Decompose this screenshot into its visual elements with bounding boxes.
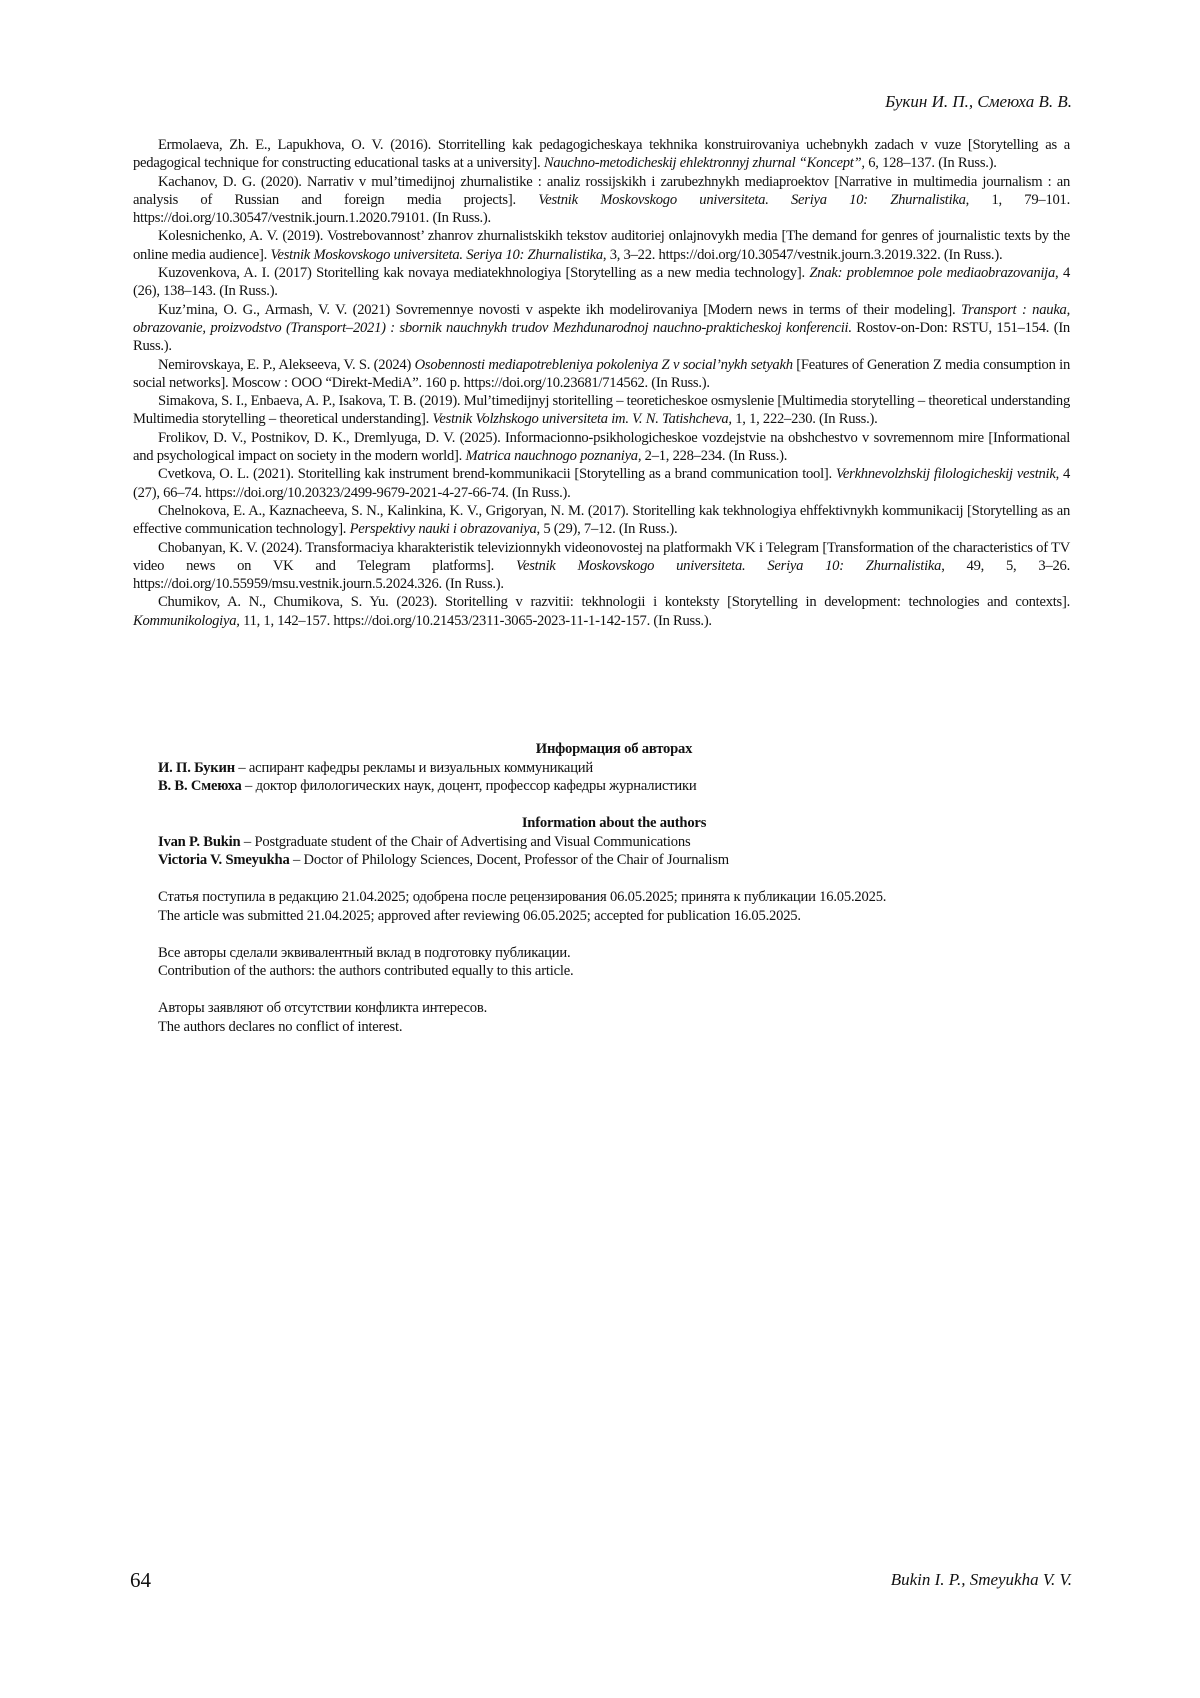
author-desc: – аспирант кафедры рекламы и визуальных коммуникаций [234,759,594,776]
reference-item [133,356,1070,393]
reference-text: Kuzovenkova, A. I. (2017) Storitelling kak novaya mediatekhnologiya [Storytelling as a new media technology]. [158,265,810,282]
reference-text: Kolesnichenko, A. V. (2019). Vostrebovannost’ zhanrov zhurnalistskikh tekstov auditoriej onlajnovykh media [The demand for genres of journalistic texts by the online media audience]. [133,228,1070,263]
reference-source: Matrica nauchnogo poznaniya, [465,448,642,465]
reference-source: Vestnik Moskovskogo universiteta. Seriya 10: Zhurnalistika [515,557,942,574]
reference-list [133,136,1070,630]
author-desc: – Doctor of Philology Sciences, Docent, Professor of the Chair of Journalism [289,852,729,868]
reference-text: , 1, 79–101. https://doi.org/10.30547/vestnik.journ.1.2020.79101. (In Russ.). [133,191,1070,227]
reference-source: Vestnik Volzhskogo universiteta im. V. N. Tatishcheva, [432,411,732,428]
authors-en-heading: Information about the authors [521,815,707,831]
reference-source: Verkhnevolzhskij filologicheskij vestnik [835,466,1056,483]
reference-text: Cvetkova, O. L. (2021). Storitelling kak instrument brend-kommunikacii [Storytelling as a brand communication tool]. [158,466,836,483]
reference-item [133,136,1070,173]
reference-item [133,429,1070,466]
reference-source: Vestnik Moskovskogo universiteta. Seriya 10: Zhurnalistika [538,191,966,208]
reference-text: Nemirovskaya, E. P., Alekseeva, V. S. (2024) [158,356,415,373]
author-desc: – Postgraduate student of the Chair of Advertising and Visual Communications [240,833,691,850]
running-header: Букин И. П., Смеюха В. В. [885,92,1072,111]
author-ru-item [158,759,1070,778]
reference-source: Osobennosti mediapotrebleniya pokoleniya Z v social’nykh setyakh [414,356,793,373]
reference-item [133,264,1070,301]
author-info-section [158,740,1070,1036]
reference-text: 6, 128–137. (In Russ.). [864,155,997,172]
reference-source: Kommunikologiya, [133,612,240,629]
conflict-ru: Авторы заявляют об отсутствии конфликта интересов. [158,1000,488,1016]
reference-item [133,301,1070,356]
reference-text: Simakova, S. I., Enbaeva, A. P., Isakova, T. B. (2019). Mul’timedijnyj storitelling – teoreticheskoe osmyslenie [Multimedia storytelling – theoretical understanding Multimedia storytelling – theoretical understanding]. [133,393,1070,428]
authors-ru-heading: Информация об авторах [535,741,693,757]
reference-source: Vestnik Moskovskogo universiteta. Seriya 10: Zhurnalistika [270,246,603,263]
reference-text: Kachanov, D. G. (2020). Narrativ v mul’timedijnoj zhurnalistike : analiz rossijskikh i zarubezhnykh mediaproektov [Narrative in multimedia journalism : an analysis of Russian and foreign media projects]. [133,173,1070,208]
reference-text: Frolikov, D. V., Postnikov, D. K., Dremlyuga, D. V. (2025). Informacionno-psikhologicheskoe vozdejstvie na obshchestvo v sovremennom mire [Informational and psychological impact on society in the modern world]. [133,429,1070,465]
author-name: Victoria V. Smeyukha [158,852,290,868]
reference-text: 2–1, 228–234. (In Russ.). [641,448,788,465]
reference-source: Perspektivy nauki i obrazovaniya [349,521,537,538]
contribution-en: Contribution of the authors: the authors contributed equally to this article. [158,963,574,979]
author-name: В. В. Смеюха [158,778,242,794]
reference-text: , 5 (29), 7–12. (In Russ.). [536,521,678,538]
reference-text: , 4 (26), 138–143. (In Russ.). [133,265,1071,300]
reference-item [133,539,1070,594]
reference-item [133,173,1070,228]
page-number: 64 [130,1568,151,1592]
author-name: Ivan P. Bukin [158,833,241,850]
reference-text: Chelnokova, E. A., Kaznacheeva, S. N., Kalinkina, K. V., Grigoryan, N. M. (2017). Storitelling kak tekhnologiya ehffektivnykh kommunikacij [Storytelling as an effective communication technology]. [133,502,1070,538]
reference-item [133,502,1070,539]
reference-text: , 49, 5, 3–26. https://doi.org/10.55959/msu.vestnik.journ.5.2024.326. (In Russ.). [133,557,1071,593]
reference-source: Transport : nauka, obrazovanie, proizvodstvo (Transport–2021) : sbornik nauchnykh trudov Mezhdunarodnoj nauchno-prakticheskoj konferencii. [133,301,1070,336]
reference-text: Rostov-on-Don: RSTU, 151–154. (In Russ.). [133,319,1070,355]
dates-en: The article was submitted 21.04.2025; approved after reviewing 06.05.2025; accepted for publication 16.05.2025. [158,907,801,924]
author-ru-item [158,777,1070,796]
reference-text: , 3, 3–22. https://doi.org/10.30547/vestnik.journ.3.2019.322. (In Russ.). [602,246,1003,263]
reference-text: Chobanyan, K. V. (2024). Transformaciya kharakteristik televizionnykh videonovostej na platformakh VK i Telegram [Transformation of the characteristics of TV video news on VK and Telegram platforms]. [133,539,1070,574]
author-en-item [158,851,1070,870]
reference-text: Kuz’mina, O. G., Armash, V. V. (2021) Sovremennye novosti v aspekte ikh modelirovaniya [Modern news in terms of their modeling]. [158,301,961,318]
reference-text: [Features of Generation Z media consumption in social networks]. Moscow : OOO “Direkt-MediA”. 160 p. https://doi.org/10.23681/714562. (In Russ.). [133,356,1071,391]
running-footer: Bukin I. P., Smeyukha V. V. [890,1570,1072,1589]
reference-text: Ermolaeva, Zh. E., Lapukhova, O. V. (2016). Storritelling kak pedagogicheskaya tekhnika konstruirovaniya uchebnykh zadach v vuze [Storytelling as a pedagogical technique for constructing educational tasks at a university]. [133,137,1070,172]
reference-source: Nauchno-metodicheskij ehlektronnyj zhurnal “Koncept”, [543,155,865,172]
reference-item [133,465,1070,502]
author-en-item [158,833,1070,852]
author-name: И. П. Букин [158,759,235,776]
reference-item [133,392,1070,429]
conflict-en: The authors declares no conflict of interest. [158,1018,403,1035]
reference-text: 1, 1, 222–230. (In Russ.). [731,411,878,428]
contribution-ru: Все авторы сделали эквивалентный вклад в подготовку публикации. [158,944,571,961]
dates-ru: Статья поступила в редакцию 21.04.2025; одобрена после рецензирования 06.05.2025; принята к публикации 16.05.2025. [158,889,887,905]
author-desc: – доктор филологических наук, доцент, профессор кафедры журналистики [241,778,697,794]
reference-text: Chumikov, A. N., Chumikova, S. Yu. (2023). Storitelling v razvitii: tekhnologii i konteksty [Storytelling in development: technologies and contexts]. [158,594,1070,611]
reference-item [133,227,1070,264]
reference-text: 11, 1, 142–157. https://doi.org/10.21453/2311-3065-2023-11-1-142-157. (In Russ.). [239,612,712,629]
reference-item [133,593,1070,630]
reference-text: , 4 (27), 66–74. https://doi.org/10.20323/2499-9679-2021-4-27-66-74. (In Russ.). [133,466,1071,501]
reference-source: Znak: problemnoe pole mediaobrazovanija [809,265,1056,282]
